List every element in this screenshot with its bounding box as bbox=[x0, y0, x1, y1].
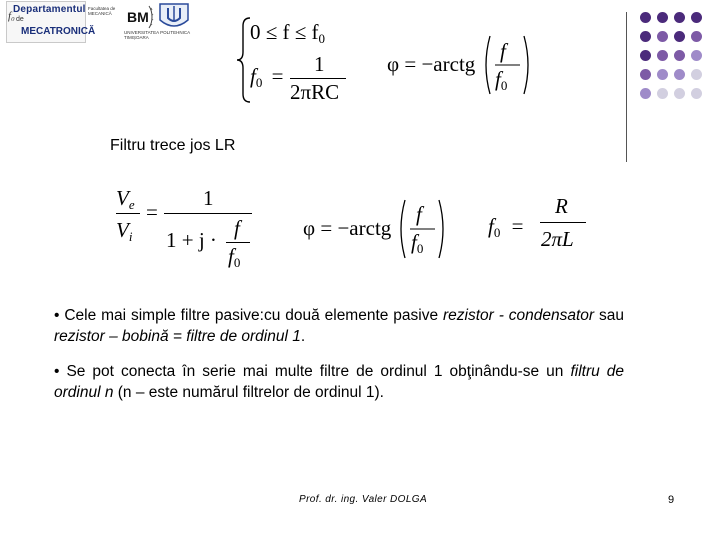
formula-lr-phi: φ = −arctg bbox=[303, 216, 392, 240]
faculty-logo-text: Facultatea de MECANICĂ bbox=[88, 6, 116, 16]
formula-lr-den-f0 bbox=[228, 244, 240, 271]
decorative-dot bbox=[657, 88, 668, 99]
formula-lr-main-bar bbox=[164, 213, 252, 214]
svg-text:BM: BM bbox=[127, 9, 149, 25]
decorative-dot bbox=[691, 31, 702, 42]
decorative-dot bbox=[691, 88, 702, 99]
department-logo-mark: f₀ bbox=[8, 10, 15, 22]
divider-line bbox=[626, 12, 627, 162]
formula-lr-equals: = bbox=[146, 200, 158, 224]
bullet-1-part-4: rezistor – bobină = filtre de ordinul 1 bbox=[54, 328, 301, 345]
decorative-dot bbox=[691, 69, 702, 80]
decorative-dot bbox=[674, 88, 685, 99]
formula-lr bbox=[110, 182, 610, 282]
page-number: 9 bbox=[668, 494, 675, 506]
formula-lr-phi-numerator: f bbox=[416, 202, 422, 226]
decorative-dot bbox=[640, 31, 651, 42]
decorative-dot bbox=[657, 69, 668, 80]
formula-lr-phi-den-sub: 0 bbox=[416, 241, 424, 256]
formula-top-f0-sub: 0 bbox=[255, 75, 263, 90]
decorative-dot bbox=[640, 88, 651, 99]
formula-lr-cutoff-letter: f bbox=[488, 214, 494, 238]
decorative-dot bbox=[674, 50, 685, 61]
formula-top bbox=[230, 14, 530, 109]
formula-top-f0-lhs bbox=[250, 64, 283, 91]
department-logo bbox=[6, 1, 96, 43]
formula-top-phi-den-letter: f bbox=[495, 67, 501, 91]
formula-lr-den-f0-sub: 0 bbox=[233, 255, 241, 270]
department-logo-line3: MECATRONICĂ bbox=[21, 26, 96, 37]
formula-top-numerator: 1 bbox=[314, 52, 325, 76]
formula-lr-cutoff-lhs bbox=[488, 214, 523, 241]
section-title: Filtru trece jos LR bbox=[110, 137, 236, 154]
bullet-1-part-2: rezistor - condensator bbox=[443, 307, 595, 324]
formula-lr-phi-den-letter: f bbox=[411, 230, 417, 254]
formula-top-phi: φ = −arctg bbox=[387, 52, 476, 76]
formula-lr-cutoff-numerator: R bbox=[555, 194, 568, 218]
faculty-logo bbox=[88, 6, 118, 36]
formula-top-fraction-bar bbox=[290, 78, 346, 79]
formula-top-f0-letter: f bbox=[250, 64, 256, 88]
department-logo-line2: de bbox=[16, 16, 24, 23]
bm-logo bbox=[122, 2, 154, 32]
decorative-dot bbox=[657, 50, 668, 61]
formula-top-equals: = bbox=[271, 64, 284, 88]
bullet-1-part-1: • Cele mai simple filtre pasive:cu două elemente pasive bbox=[54, 307, 443, 324]
bullet-series-filters bbox=[54, 361, 624, 403]
bullet-2-part-2: filtru de ordinul n bbox=[54, 363, 624, 401]
formula-lr-cutoff-equals: = bbox=[511, 214, 524, 238]
formula-lr-one: 1 bbox=[203, 186, 214, 210]
bullet-2-part-1: • Se pot conecta în serie mai multe filtre de ordinul 1 obţinându-se un bbox=[54, 363, 571, 380]
department-logo-line1: Departamentul bbox=[13, 4, 86, 15]
decorative-dot bbox=[657, 31, 668, 42]
formula-lr-phi-denominator bbox=[411, 230, 423, 257]
formula-top-phi-denominator bbox=[495, 67, 507, 94]
formula-lr-den-f: f bbox=[234, 216, 240, 240]
formula-lr-v-bar bbox=[116, 213, 140, 214]
formula-lr-vi bbox=[116, 218, 132, 245]
formula-lr-cutoff-bar bbox=[540, 222, 586, 223]
formula-top-denominator: 2πRC bbox=[290, 80, 340, 104]
formula-lr-den-prefix: 1 + j · bbox=[166, 228, 217, 252]
formula-top-phi-numerator: f bbox=[500, 39, 506, 63]
decorative-dot bbox=[674, 31, 685, 42]
bullet-1-part-5: . bbox=[300, 328, 306, 345]
formula-lr-cutoff-denominator: 2πL bbox=[541, 227, 574, 251]
decorative-dot bbox=[640, 50, 651, 61]
formula-lr-vi-sub: i bbox=[128, 229, 133, 244]
decorative-dot bbox=[657, 12, 668, 23]
formula-lr-cutoff-sub: 0 bbox=[493, 225, 501, 240]
formula-top-range-text: 0 ≤ f ≤ f bbox=[250, 20, 319, 44]
decorative-dot bbox=[674, 69, 685, 80]
university-logo-caption: UNIVERSITATEA POLITEHNICA TIMIȘOARA bbox=[124, 30, 190, 40]
decorative-dot bbox=[640, 69, 651, 80]
formula-top-phi-den-sub: 0 bbox=[500, 78, 508, 93]
formula-lr-ve bbox=[116, 186, 135, 213]
formula-lr-ve-sub: e bbox=[128, 197, 135, 212]
formula-lr-den-f0-letter: f bbox=[228, 244, 234, 268]
formula-lr-ve-letter: V bbox=[116, 186, 129, 210]
formula-lr-vi-letter: V bbox=[116, 218, 129, 242]
footer-author: Prof. dr. ing. Valer DOLGA bbox=[299, 494, 428, 505]
formula-top-range-sub: 0 bbox=[318, 31, 326, 46]
decorative-dot bbox=[674, 12, 685, 23]
logo-strip bbox=[2, 0, 192, 46]
decorative-dot bbox=[691, 50, 702, 61]
decorative-dot bbox=[691, 12, 702, 23]
bullet-2-part-3: (n – este numărul filtrelor de ordinul 1). bbox=[113, 384, 384, 401]
decorative-dot bbox=[640, 12, 651, 23]
formula-lr-den-bar bbox=[226, 242, 250, 243]
formula-top-range bbox=[250, 20, 325, 47]
bullet-1-part-3: sau bbox=[594, 307, 624, 324]
bullet-simple-filters bbox=[54, 305, 624, 347]
